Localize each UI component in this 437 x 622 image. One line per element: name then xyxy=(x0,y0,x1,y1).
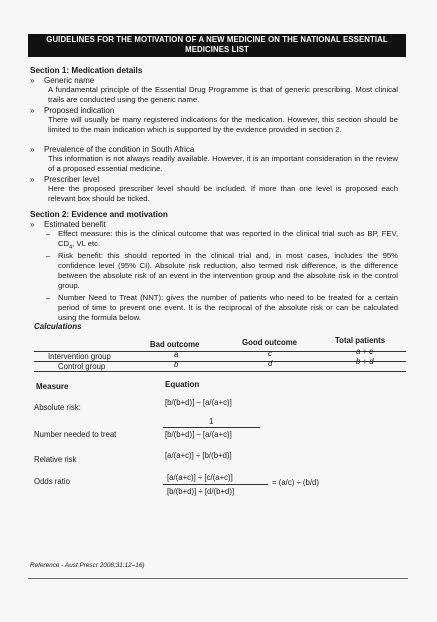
bullet-estimated-benefit: » Estimated benefit xyxy=(30,220,106,229)
nnt-numerator: 1 xyxy=(209,417,214,426)
nnt-label: Number needed to treat xyxy=(34,430,117,439)
absolute-risk-equation: [b/(b+d)] – [a/(a+c)] xyxy=(165,398,232,407)
cell-a: a xyxy=(174,350,179,359)
odds-ratio-result: = (a/c) ÷ (b/d) xyxy=(272,478,319,487)
relative-risk-equation: [a/(a+c)] ÷ [b/(b+d)] xyxy=(165,451,232,460)
absolute-risk-label: Absolute risk: xyxy=(34,403,81,412)
cell-c: c xyxy=(268,349,272,358)
section-1-title: Section 1: Medication details xyxy=(30,66,143,75)
fraction-bar xyxy=(163,427,260,428)
prevalence-text: This information is not always readily available. However, it is an important consideration in the review of a proposed essential medicine. xyxy=(48,154,398,173)
generic-name-text: A fundamental principle of the Essential Drug Programme is that of generic prescribing. Most clinical trails are conducted using the generic name. xyxy=(48,85,398,104)
header-bad-outcome: Bad outcome xyxy=(150,340,200,349)
nnt-text: Number Need to Treat (NNT): gives the number of patients who need to be treated for a certain period of time to prevent one event. It is the reciprocal of the absolute risk or can be calculated using the formula below. xyxy=(58,293,398,322)
bullet-prevalence: » Prevalence of the condition in South Africa xyxy=(30,145,195,154)
bullet-label: Proposed indication xyxy=(44,106,115,115)
odds-ratio-label: Odds ratio xyxy=(34,477,70,486)
cell-b-plus-d: b + d xyxy=(356,357,374,366)
bullet-label: Generic name xyxy=(44,76,95,85)
bullet-prescriber-level: » Prescriber level xyxy=(30,175,100,184)
calculations-title: Calculations xyxy=(34,322,82,331)
proposed-indication-text: There will usually be many registered indications for the medication. However, this section should be limited to the main indication which is supported by the evidence provided in section 2. xyxy=(48,115,398,134)
risk-benefit-text: Risk benefit: this should reported in the clinical trial and, in most cases, includes the 95% confidence level (95% CI). Absolute risk reduction, also termed risk difference, is the difference between the absolute risk of an event in the intervention group and the absolute risk in the control group. xyxy=(58,251,398,290)
measure-header: Measure xyxy=(36,382,69,391)
equation-header: Equation xyxy=(165,380,200,389)
row-group-label: Intervention group xyxy=(48,352,111,361)
table-rule xyxy=(34,371,406,372)
bullet-label: Estimated benefit xyxy=(44,220,106,229)
bullet-generic-name: » Generic name xyxy=(30,76,95,85)
footer-rule xyxy=(28,578,408,579)
cell-d: d xyxy=(268,359,273,368)
bullet-label: Prevalence of the condition in South Africa xyxy=(44,145,195,154)
header-good-outcome: Good outcome xyxy=(242,338,298,347)
odds-ratio-denominator: [b/(b+d)] ÷ [d/(b+d)] xyxy=(167,487,235,496)
effect-measure-text: Effect measure: this is the clinical outcome that was reported in the clinical trial such as BP, FEV, $CD_4$, VL etc. xyxy=(58,229,398,251)
section-2-title: Section 2: Evidence and motivation xyxy=(30,210,168,219)
banner-line-2: MEDICINES LIST xyxy=(185,45,249,54)
dash-icon: – xyxy=(46,229,51,238)
cell-a-plus-c: a + c xyxy=(356,347,374,356)
dash-icon: – xyxy=(46,251,51,260)
prescriber-level-text: Here the proposed prescriber level should be included. If more than one level is proposed each relevant box should be ticked. xyxy=(48,184,398,203)
nnt-denominator: [b/(b+d)] – [a/(a+c)] xyxy=(165,430,232,439)
dash-icon: – xyxy=(46,293,51,302)
reference-note: Reference - Aust Prescr 2008;31:12–16) xyxy=(30,562,145,569)
bullet-proposed-indication: » Proposed indication xyxy=(30,106,115,115)
cell-b: b xyxy=(174,360,179,369)
bullet-label: Prescriber level xyxy=(44,175,100,184)
banner-line-1: GUIDELINES FOR THE MOTIVATION OF A NEW MEDICINE ON THE NATIONAL ESSENTIAL xyxy=(46,35,388,44)
page-banner xyxy=(28,34,406,57)
relative-risk-label: Relative risk xyxy=(34,455,77,464)
row-group-label: Control group xyxy=(58,362,106,371)
odds-ratio-numerator: [a/(a+c)] ÷ [c/(a+c)] xyxy=(167,473,233,482)
header-total-patients: Total patients xyxy=(335,336,386,345)
fraction-bar xyxy=(163,484,268,485)
